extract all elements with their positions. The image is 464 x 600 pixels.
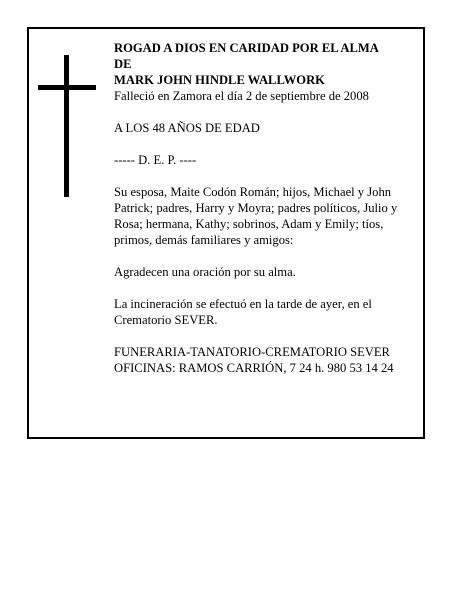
offices-line: OFICINAS: RAMOS CARRIÓN, 7 24 h. 980 53 14 24 <box>114 361 394 375</box>
deceased-name: MARK JOHN HINDLE WALLWORK <box>114 73 325 87</box>
funeral-home-line: FUNERARIA-TANATORIO-CREMATORIO SEVER <box>114 345 390 359</box>
header-line-2: DE <box>114 57 132 71</box>
cremation-paragraph: La incineración se efectuó en la tarde de ayer, en el Crematorio SEVER. <box>114 297 372 327</box>
header-line-1: ROGAD A DIOS EN CARIDAD POR EL ALMA <box>114 41 379 55</box>
age-line: A LOS 48 AÑOS DE EDAD <box>114 121 260 135</box>
death-info: Falleció en Zamora el día 2 de septiembre de 2008 <box>114 89 369 103</box>
rip-line: ----- D. E. P. ---- <box>114 153 197 167</box>
cross-horizontal-bar <box>38 85 96 90</box>
obituary-text <box>114 40 424 376</box>
cross-vertical-bar <box>64 55 69 197</box>
thanks-line: Agradecen una oración por su alma. <box>114 265 296 279</box>
family-paragraph: Su esposa, Maite Codón Román; hijos, Michael y John Patrick; padres, Harry y Moyra; padres políticos, Julio y Rosa; hermana, Kathy; sobrinos, Adam y Emily; tíos, primos, demás familiares y amigos: <box>114 185 398 247</box>
